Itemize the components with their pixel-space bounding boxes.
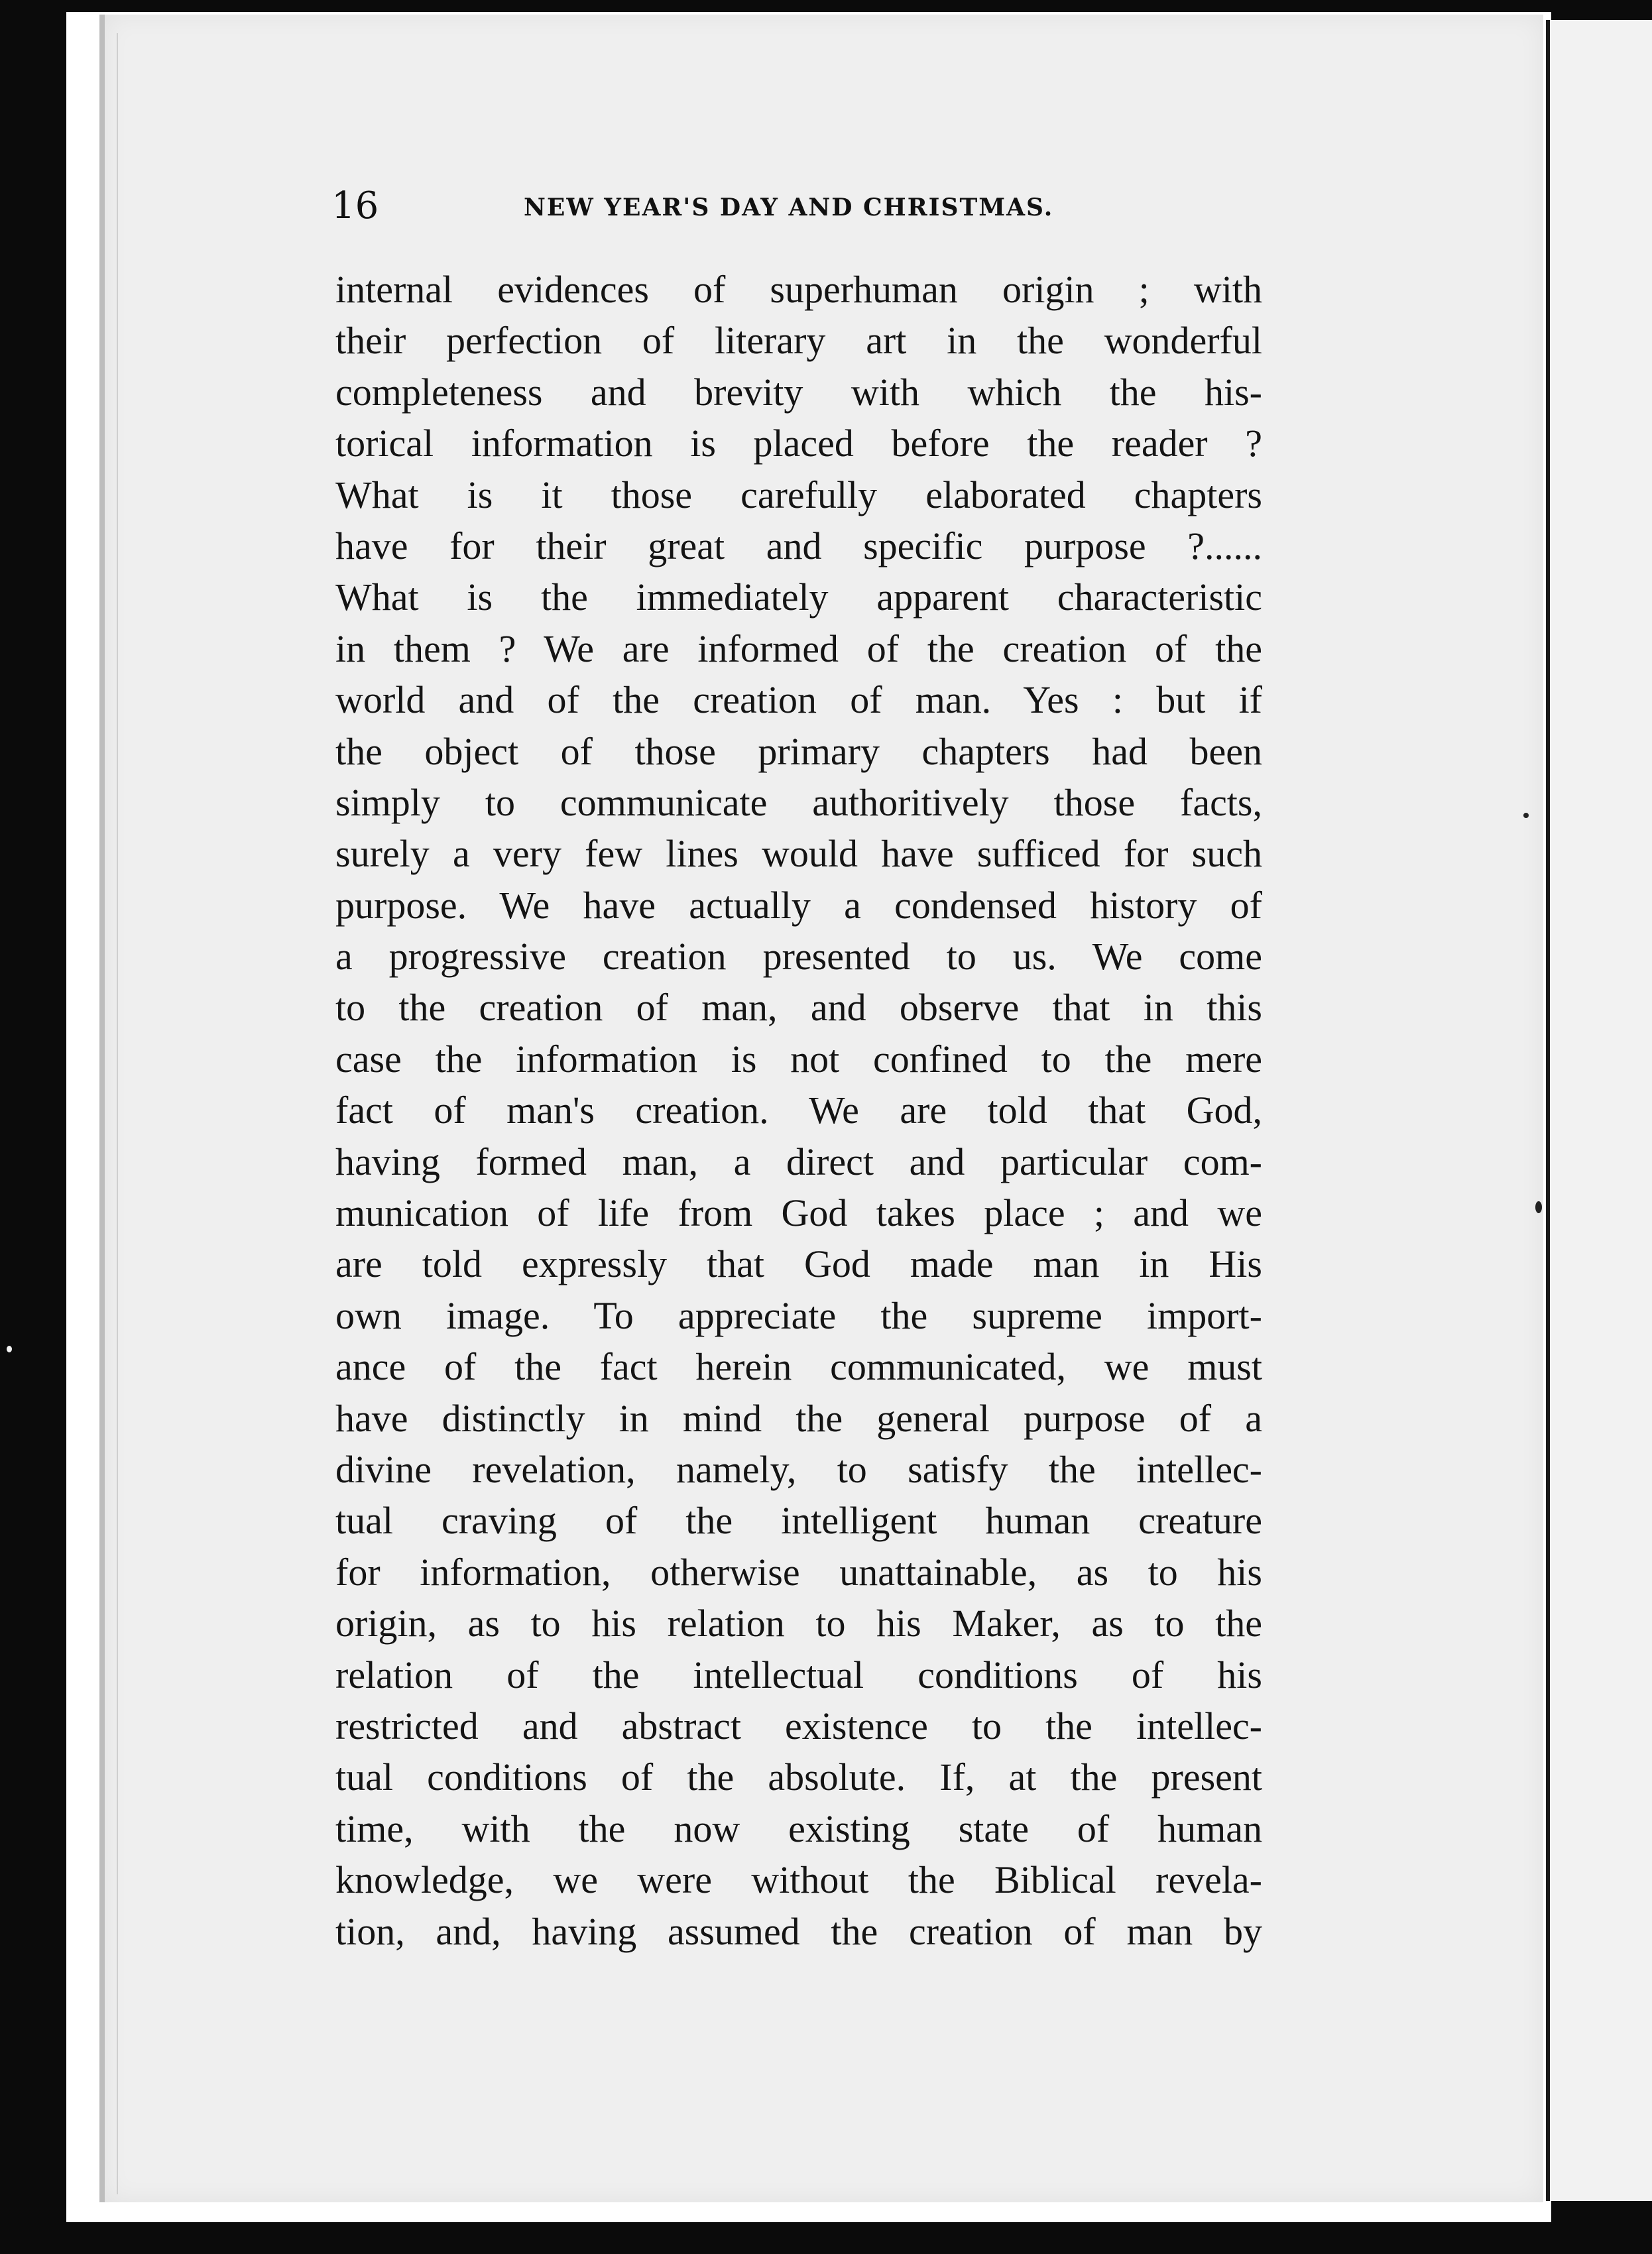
text-line: ance of the fact herein communicated, we must [335, 1345, 1262, 1389]
adjacent-page-edge [1546, 20, 1652, 2201]
text-line: purpose. We have actually a condensed history of [335, 883, 1262, 927]
text-line: time, with the now existing state of human [335, 1807, 1262, 1850]
text-line: What is it those carefully elaborated chapters [335, 473, 1262, 516]
scan-speck [1523, 813, 1529, 818]
scan-speck [7, 1346, 12, 1352]
text-line: divine revelation, namely, to satisfy the intellec- [335, 1447, 1262, 1491]
text-line: in them ? We are informed of the creation of the [335, 626, 1262, 670]
scan-speck [1535, 1201, 1542, 1213]
text-line: internal evidences of superhuman origin ; with [335, 268, 1262, 311]
text-line: are told expressly that God made man in His [335, 1242, 1262, 1286]
text-line: tual conditions of the absolute. If, at the present [335, 1755, 1262, 1799]
text-line: simply to communicate authoritively those facts, [335, 780, 1262, 824]
text-line: tion, and, having assumed the creation of man by [335, 1909, 1262, 1953]
text-line: fact of man's creation. We are told that God, [335, 1089, 1262, 1132]
page-number: 16 [331, 184, 379, 227]
text-line: own image. To appreciate the supreme import- [335, 1293, 1262, 1337]
text-line: restricted and abstract existence to the intellec- [335, 1704, 1262, 1748]
body-text [335, 264, 1262, 1957]
page-gutter-line [117, 33, 118, 2194]
text-line: a progressive creation presented to us. We come [335, 935, 1262, 979]
scan-border-top [0, 0, 1652, 12]
text-line: knowledge, we were without the Biblical revela- [335, 1858, 1262, 1902]
text-line: world and of the creation of man. Yes : but if [335, 678, 1262, 722]
scan-border-bottom [0, 2222, 1652, 2254]
text-line: to the creation of man, and observe that in this [335, 986, 1262, 1030]
text-line: munication of life from God takes place ; and we [335, 1191, 1262, 1235]
text-line: the object of those primary chapters had been [335, 729, 1262, 773]
text-line: surely a very few lines would have sufficed for such [335, 832, 1262, 876]
running-title: NEW YEAR'S DAY AND CHRISTMAS. [524, 194, 1054, 221]
text-line: have distinctly in mind the general purpose of a [335, 1396, 1262, 1440]
running-head [331, 184, 1266, 237]
scan-border-left [0, 0, 66, 2254]
text-line: tual craving of the intelligent human creature [335, 1499, 1262, 1543]
text-line: origin, as to his relation to his Maker, as to the [335, 1602, 1262, 1645]
text-line: What is the immediately apparent characteristic [335, 575, 1262, 619]
text-line: relation of the intellectual conditions of his [335, 1653, 1262, 1696]
text-line: torical information is placed before the reader ? [335, 422, 1262, 465]
text-line: completeness and brevity with which the his- [335, 370, 1262, 414]
text-line: having formed man, a direct and particular com- [335, 1140, 1262, 1183]
text-line: case the information is not confined to the mere [335, 1037, 1262, 1081]
text-line: their perfection of literary art in the wonderful [335, 319, 1262, 363]
text-line: have for their great and specific purpose ?...... [335, 524, 1262, 567]
text-line: for information, otherwise unattainable, as to his [335, 1550, 1262, 1594]
